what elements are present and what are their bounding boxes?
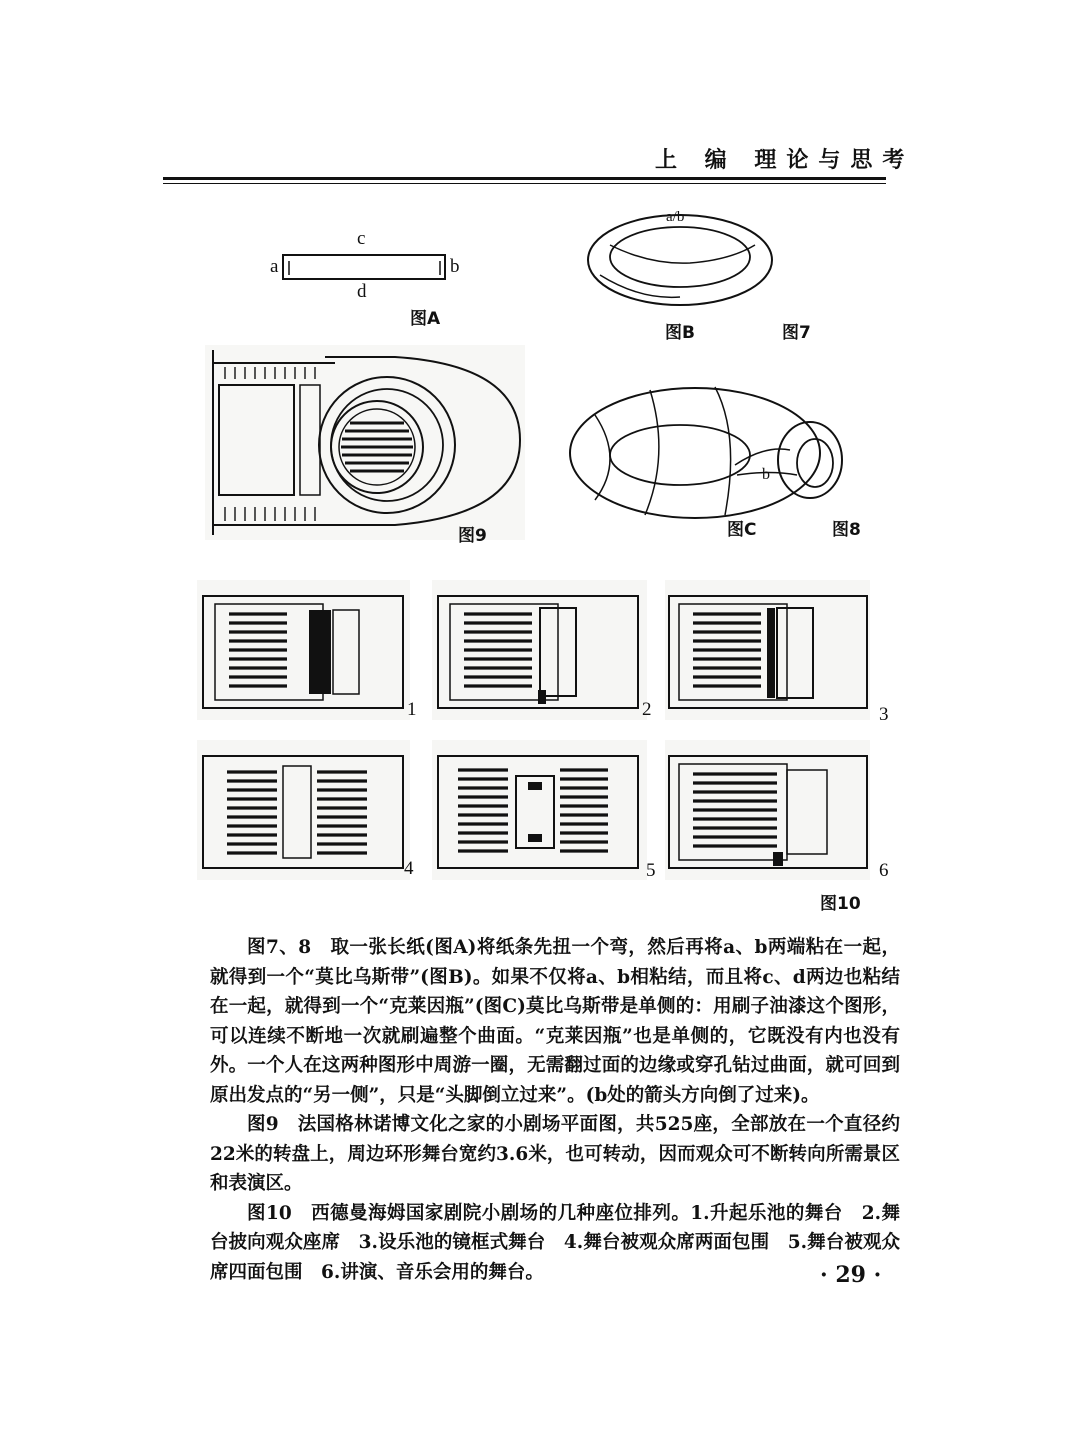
panel-1-number: 1 — [407, 699, 417, 720]
panel-3-number: 3 — [879, 704, 889, 725]
figure-10-panel-6 — [665, 740, 870, 880]
header-rule-thin — [163, 183, 886, 184]
figure-10-panel-5 — [432, 740, 647, 880]
header-rule — [163, 177, 886, 180]
figure-a-caption: 图A — [410, 309, 441, 329]
figure-9-caption: 图9 — [458, 526, 487, 546]
fig-a-label-b: b — [450, 256, 460, 277]
figure-7-caption: 图7 — [782, 323, 811, 343]
figure-10-caption: 图10 — [820, 894, 861, 914]
fig-a-label-a: a — [270, 256, 279, 277]
figure-b-caption: 图B — [665, 323, 695, 343]
panel-2-number: 2 — [642, 699, 652, 720]
figure-10-panel-2 — [432, 580, 647, 720]
fig-c-label: b — [762, 466, 770, 483]
fig-b-label: a/b — [666, 209, 685, 225]
paragraph-fig7-8: 图7、8 取一张长纸(图A)将纸条先扭一个弯，然后再将a、b两端粘在一起，就得到一个“莫比乌斯带”(图B)。如果不仅将a、b相粘结，而且将c、d两边也粘结在一起，就得到一个“克莱因瓶”(图C)莫比乌斯带是单侧的：用刷子油漆这个图形，可以连续不断地一次就刷遍整个曲面。“克莱因瓶”也是单侧的，它既没有内也没有外。一个人在这两种图形中周游一圈，无需翻过面的边缘或穿孔钻过曲面，就可回到原出发点的“另一侧”，只是“头脚倒立过来”。(b处的箭头方向倒了过来)。 — [210, 937, 900, 1106]
caption-text — [210, 933, 900, 1287]
panel-4-number: 4 — [404, 858, 414, 879]
page-number: · 29 · — [820, 1262, 882, 1288]
panel-6-number: 6 — [879, 860, 889, 881]
figure-c-caption: 图C — [727, 520, 757, 540]
figure-c-klein-bottle — [565, 375, 865, 525]
panel-5-number: 5 — [646, 860, 656, 881]
figure-10-panel-3 — [665, 580, 870, 720]
fig-a-label-c: c — [357, 228, 366, 249]
figure-10-panel-1 — [197, 580, 410, 720]
running-header: 上 编 理论与思考 — [655, 147, 915, 173]
figure-8-caption: 图8 — [832, 520, 861, 540]
figure-9-theatre-plan — [205, 345, 525, 540]
paragraph-fig10: 图10 西德曼海姆国家剧院小剧场的几种座位排列。1.升起乐池的舞台 2.舞台披向观众座席 3.设乐池的镜框式舞台 4.舞台被观众席两面包围 5.舞台被观众席四面包围 6.讲演、音乐会用的舞台。 — [210, 1202, 900, 1283]
fig-a-label-d: d — [357, 281, 367, 302]
figure-10-panel-4 — [197, 740, 410, 880]
paragraph-fig9: 图9 法国格林诺博文化之家的小剧场平面图，共525座，全部放在一个直径约22米的转盘上，周边环形舞台宽约3.6米，也可转动，因而观众可不断转向所需景区和表演区。 — [210, 1114, 900, 1194]
